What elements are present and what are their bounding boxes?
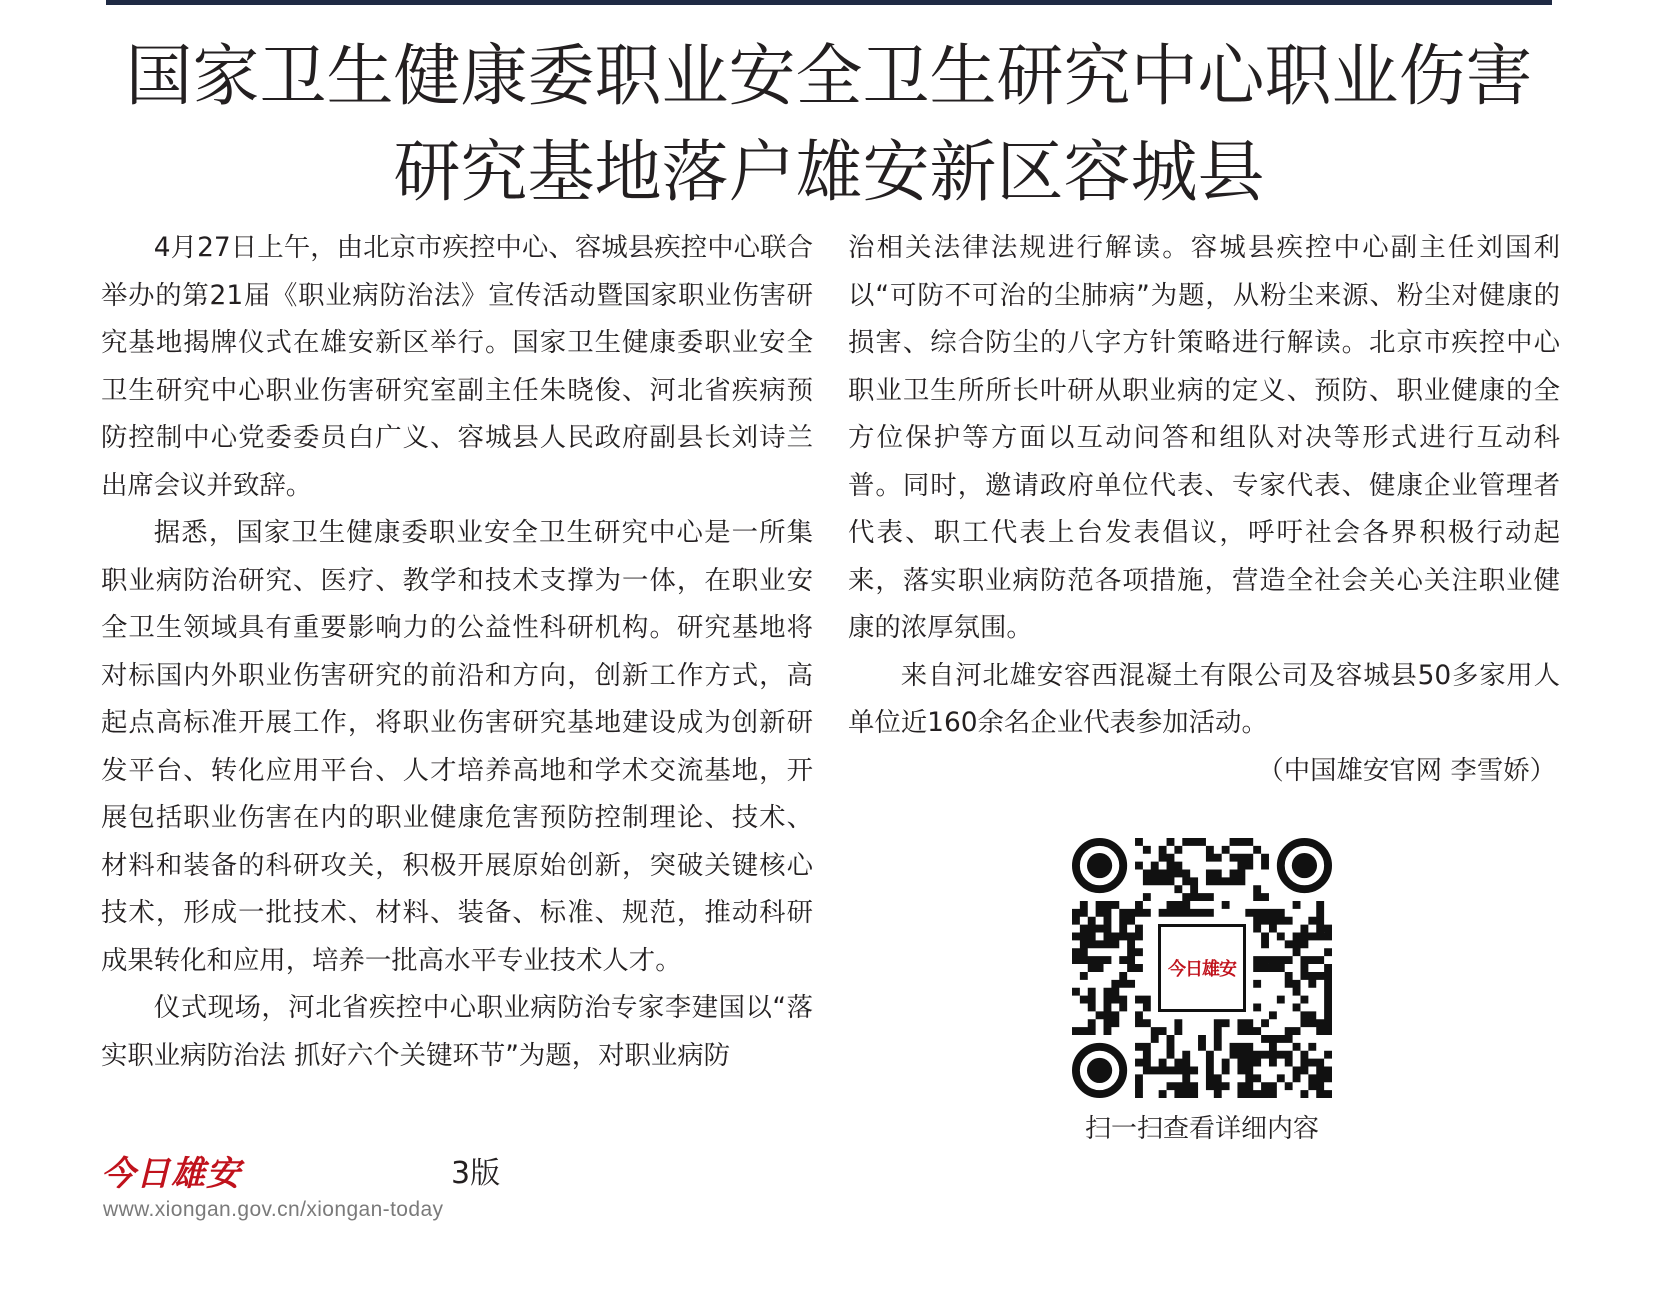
article-paragraph: 来自河北雄安容西混凝土有限公司及容城县50多家用人单位近160余名企业代表参加活动。: [848, 659, 1560, 738]
qr-caption: 扫一扫查看详细内容: [1084, 1114, 1319, 1144]
article-credit: （中国雄安官网 李雪娇）: [1257, 754, 1556, 786]
qr-code-image: [1072, 838, 1332, 1098]
article-paragraph-continued: 治相关法律法规进行解读。容城县疾控中心副主任刘国利以“可防不可治的尘肺病”为题，从粉尘来源、粉尘对健康的损害、综合防尘的八字方针策略进行解读。北京市疾控中心职业卫生所所长叶研从职业病的定义、预防、职业健康的全方位保护等方面以互动问答和组队对决等形式进行互动科普。同时，邀请政府单位代表、专家代表、健康企业管理者代表、职工代表上台发表倡议，呼吁社会各界积极行动起来，落实职业病防范各项措施，营造全社会关心关注职业健康的浓厚氛围。: [848, 232, 1560, 643]
article-column-right: [848, 224, 1560, 794]
qr-finder-dot: [1087, 1058, 1112, 1083]
qr-code[interactable]: [1072, 838, 1332, 1098]
top-rule: [106, 0, 1552, 5]
article-column-left: [101, 224, 813, 1079]
article-paragraph: 4月27日上午，由北京市疾控中心、容城县疾控中心联合举办的第21届《职业病防治法》宣传活动暨国家职业伤害研究基地揭牌仪式在雄安新区举行。国家卫生健康委职业安全卫生研究中心职业伤害研究室副主任朱晓俊、河北省疾病预防控制中心党委委员白广义、容城县人民政府副县长刘诗兰出席会议并致辞。: [101, 232, 813, 501]
qr-finder-dot: [1087, 853, 1112, 878]
qr-finder-dot: [1292, 853, 1317, 878]
article-paragraph: 据悉，国家卫生健康委职业安全卫生研究中心是一所集职业病防治研究、医疗、教学和技术支撑为一体，在职业安全卫生领域具有重要影响力的公益性科研机构。研究基地将对标国内外职业伤害研究的前沿和方向，创新工作方式，高起点高标准开展工作，将职业伤害研究基地建设成为创新研发平台、转化应用平台、人才培养高地和学术交流基地，开展包括职业伤害在内的职业健康危害预防控制理论、技术、材料和装备的科研攻关，积极开展原始创新，突破关键核心技术，形成一批技术、材料、装备、标准、规范，推动科研成果转化和应用，培养一批高水平专业技术人才。: [101, 517, 813, 976]
footer-logo: 今日雄安: [101, 1154, 241, 1194]
page-number: 3版: [451, 1156, 501, 1191]
headline-line-1: 国家卫生健康委职业安全卫生研究中心职业伤害: [125, 37, 1533, 115]
footer-url[interactable]: www.xiongan.gov.cn/xiongan-today: [103, 1198, 444, 1221]
article-paragraph: 仪式现场，河北省疾控中心职业病防治专家李建国以“落实职业病防治法 抓好六个关键环节”为题，对职业病防: [101, 992, 813, 1071]
headline-line-2: 研究基地落户雄安新区容城县: [393, 133, 1265, 211]
qr-center-logo: 今日雄安: [1158, 924, 1246, 1012]
headline: [96, 28, 1562, 220]
